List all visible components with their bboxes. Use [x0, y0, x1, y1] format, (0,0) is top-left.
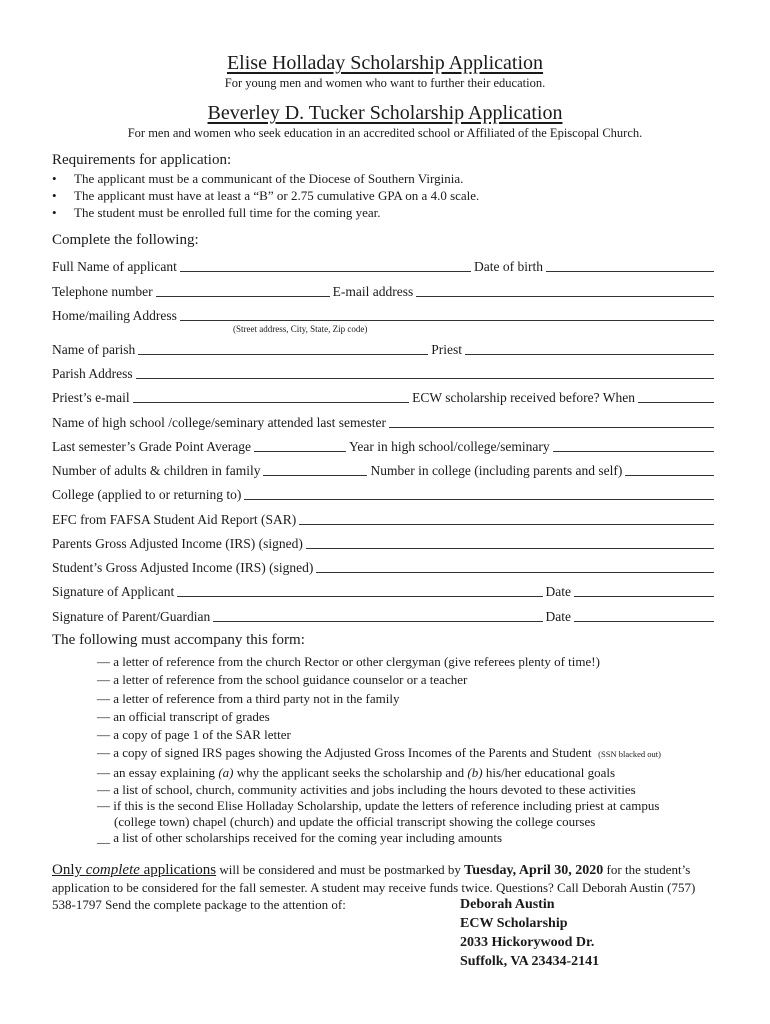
priest-email-field[interactable]	[133, 402, 409, 403]
attachments-list	[97, 653, 661, 846]
footer-only: Only	[52, 862, 82, 878]
college-field[interactable]	[244, 499, 714, 500]
parent-date-field[interactable]	[574, 621, 714, 622]
requirement-item: • The applicant must have at least a “B” or 2.75 cumulative GPA on a 4.0 scale.	[52, 187, 479, 204]
school-attended-field[interactable]	[389, 427, 714, 428]
efc-field[interactable]	[299, 524, 714, 525]
footer-applications: applications	[143, 862, 217, 878]
address-line: 2033 Hickorywood Dr.	[460, 935, 595, 950]
attachment-item: — if this is the second Elise Holladay Scholarship, update the letters of reference including priest at campus	[97, 798, 660, 814]
date-of-birth-field[interactable]	[546, 271, 714, 272]
attachment-item: — an official transcript of grades	[97, 708, 270, 724]
footer-instructions	[52, 861, 720, 913]
signature-applicant-field[interactable]	[177, 596, 542, 597]
row-school-attended	[52, 413, 717, 431]
address-line: Deborah Austin	[460, 897, 555, 912]
attachments-heading: The following must accompany this form:	[52, 632, 305, 648]
row-efc	[52, 510, 717, 528]
email-label: E-mail address	[332, 284, 414, 299]
mailing-address	[460, 895, 599, 971]
parish-address-field[interactable]	[136, 378, 714, 379]
row-signature-applicant	[52, 582, 717, 600]
attachment-irs-text: — a copy of signed IRS pages showing the Adjusted Gross Incomes of the Parents and Student	[97, 745, 592, 761]
email-field[interactable]	[416, 296, 714, 297]
footer-text2: for the student’s application to be considered for the fall semester. A student may receive funds twice. Questions? Call Deborah Austin (757) 538-1797 Send the complete package to the attention of:	[52, 862, 696, 912]
essay-end: his/her educational goals	[482, 764, 616, 780]
priest-email-label: Priest’s e-mail	[52, 390, 130, 405]
row-parents-income	[52, 534, 717, 552]
requirements-list	[52, 170, 479, 221]
school-attended-label: Name of high school /college/seminary attended last semester	[52, 415, 387, 430]
date-label: Date	[545, 584, 571, 599]
student-income-field[interactable]	[316, 572, 714, 573]
telephone-field[interactable]	[156, 296, 330, 297]
parents-income-label: Parents Gross Adjusted Income (IRS) (signed)	[52, 536, 303, 551]
row-signature-parent	[52, 607, 717, 625]
attachment-item: — a letter of reference from a third party not in the family	[97, 690, 400, 706]
attachment-item: __ a list of other scholarships received for the coming year including amounts	[97, 830, 503, 846]
footer-deadline: Tuesday, April 30, 2020	[464, 863, 604, 878]
address-hint: (Street address, City, State, Zip code)	[233, 324, 368, 334]
year-in-school-label: Year in high school/college/seminary	[348, 439, 550, 454]
row-priest-email	[52, 388, 717, 406]
requirements-heading: Requirements for application:	[52, 152, 232, 168]
applicant-date-field[interactable]	[574, 596, 714, 597]
gpa-field[interactable]	[254, 451, 346, 452]
row-student-income	[52, 558, 717, 576]
student-income-label: Student’s Gross Adjusted Income (IRS) (signed)	[52, 560, 314, 575]
home-address-label: Home/mailing Address	[52, 308, 177, 323]
signature-parent-field[interactable]	[213, 621, 542, 622]
efc-label: EFC from FAFSA Student Aid Report (SAR)	[52, 512, 297, 527]
telephone-label: Telephone number	[52, 284, 153, 299]
row-parish-address	[52, 364, 717, 382]
attachment-item	[97, 764, 661, 782]
attachment-item: — a letter of reference from the church Rector or other clergyman (give referees plenty of time!)	[97, 654, 600, 669]
row-home-address	[52, 306, 717, 324]
subtitle-elise-holladay: For young men and women who want to further their education.	[224, 76, 546, 90]
family-count-label: Number of adults & children in family	[52, 463, 261, 478]
attachment-item-continued: (college town) chapel (church) and update the official transcript showing the college courses	[114, 814, 596, 830]
full-name-label: Full Name of applicant	[52, 259, 177, 274]
priest-field[interactable]	[465, 354, 714, 355]
address-line: Suffolk, VA 23434-2141	[460, 954, 600, 969]
parish-name-label: Name of parish	[52, 342, 136, 357]
parish-address-label: Parish Address	[52, 366, 133, 381]
footer-text1: will be considered and must be postmarked by	[216, 862, 465, 877]
title-elise-holladay: Elise Holladay Scholarship Application	[226, 52, 544, 74]
full-name-field[interactable]	[180, 271, 471, 272]
date-label: Date	[545, 609, 571, 624]
row-college	[52, 485, 717, 503]
ssn-note: (SSN blacked out)	[598, 749, 661, 760]
complete-heading: Complete the following:	[52, 232, 199, 248]
footer-complete: complete	[85, 862, 140, 878]
row-name-dob	[52, 257, 717, 275]
row-family-college-count	[52, 461, 717, 479]
address-line: ECW Scholarship	[460, 916, 568, 931]
essay-b: (b)	[467, 764, 483, 780]
year-in-school-field[interactable]	[553, 451, 714, 452]
family-count-field[interactable]	[263, 475, 367, 476]
parish-name-field[interactable]	[138, 354, 428, 355]
attachment-item	[97, 744, 661, 763]
home-address-field[interactable]	[180, 320, 714, 321]
row-parish-priest	[52, 340, 717, 358]
ecw-received-label: ECW scholarship received before? When	[412, 390, 635, 405]
attachment-item: — a list of school, church, community activities and jobs including the hours devoted to these activities	[97, 782, 636, 798]
row-gpa-year	[52, 437, 717, 455]
requirement-item: • The student must be enrolled full time for the coming year.	[52, 204, 479, 221]
attachment-item: — a copy of page 1 of the SAR letter	[97, 727, 291, 743]
parents-income-field[interactable]	[306, 548, 714, 549]
subtitle-beverley-tucker: For men and women who seek education in an accredited school or Affiliated of the Episcopal Church.	[127, 126, 643, 140]
priest-label: Priest	[431, 342, 462, 357]
signature-applicant-label: Signature of Applicant	[52, 584, 175, 599]
date-of-birth-label: Date of birth	[474, 259, 543, 274]
row-phone-email	[52, 282, 717, 300]
essay-mid: why the applicant seeks the scholarship and	[233, 764, 468, 780]
college-label: College (applied to or returning to)	[52, 487, 242, 502]
attachment-item: — a letter of reference from the school guidance counselor or a teacher	[97, 672, 468, 688]
gpa-label: Last semester’s Grade Point Average	[52, 439, 251, 454]
requirement-item: • The applicant must be a communicant of the Diocese of Southern Virginia.	[52, 170, 479, 187]
college-count-label: Number in college (including parents and self)	[370, 463, 623, 478]
college-count-field[interactable]	[625, 475, 714, 476]
essay-text: — an essay explaining	[97, 764, 216, 780]
signature-parent-label: Signature of Parent/Guardian	[52, 609, 211, 624]
title-beverley-tucker: Beverley D. Tucker Scholarship Application	[207, 102, 563, 124]
essay-a: (a)	[218, 764, 234, 780]
ecw-received-field[interactable]	[638, 402, 714, 403]
